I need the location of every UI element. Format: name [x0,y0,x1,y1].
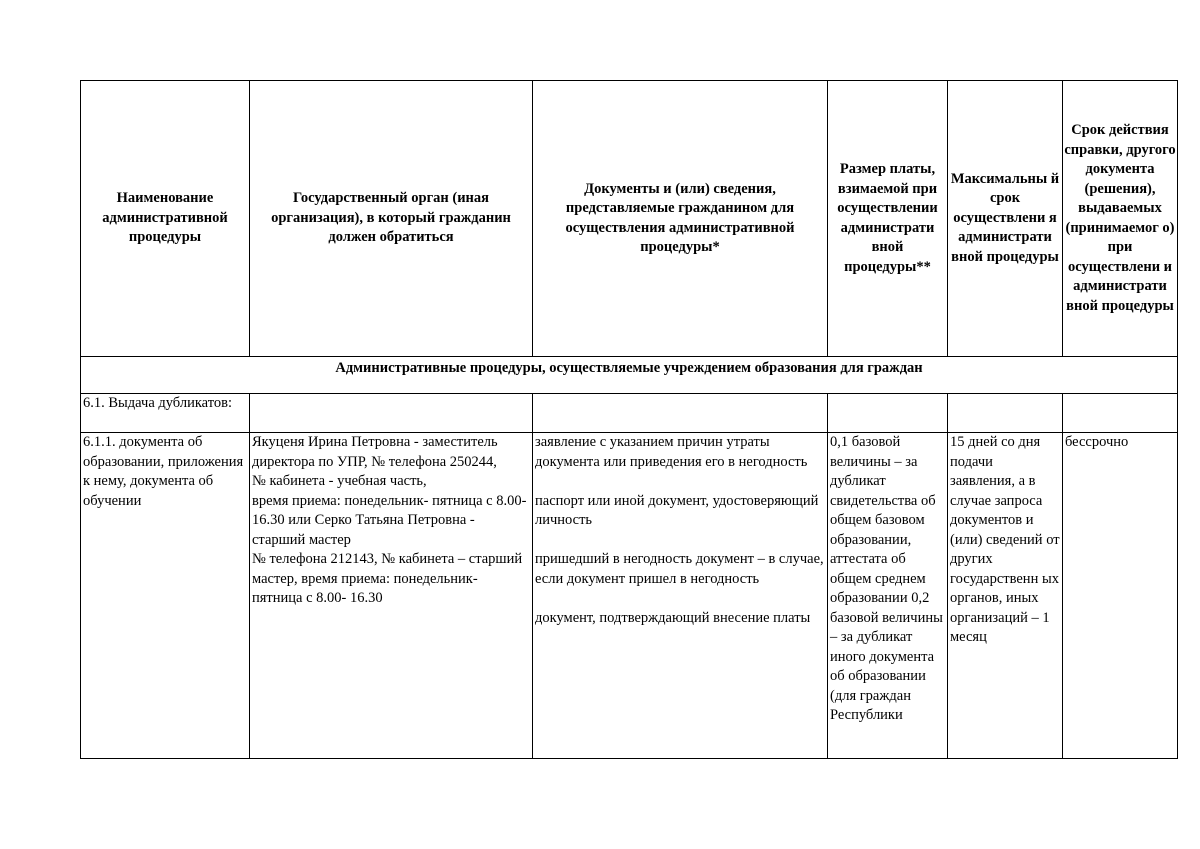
row-611-documents [533,433,828,759]
table-header-row [81,81,1178,357]
authority-line: № телефона 212143, № кабинета – старший мастер, время приема: понедельник- пятница с 8.00- 16.30 [252,551,523,606]
row-611-fee: 0,1 базовой величины – за дубликат свидетельства об общем базовом образовании, аттестата об общем среднем образовании 0,2 базовой величины – за дубликат иного документа об образовании (для граждан Республики [828,433,948,759]
section-row [81,357,1178,394]
header-max-term: Максимальны й срок осуществлени я администрати вной процедуры [948,81,1063,357]
header-fee: Размер платы, взимаемой при осуществлении администрати вной процедуры** [828,81,948,357]
empty-cell [250,394,533,433]
document-item: пришедший в негодность документ – в случае, если документ пришел в негодность [535,551,824,587]
empty-cell [1063,394,1178,433]
header-validity: Срок действия справки, другого документа (решения), выдаваемых (принимаемог о) при осуществлени и администрати вной процедуры [1063,81,1178,357]
empty-cell [828,394,948,433]
header-procedure-name: Наименование административной процедуры [81,81,250,357]
empty-cell [533,394,828,433]
row-611-name: 6.1.1. документа об образовании, приложения к нему, документа об обучении [81,433,250,759]
document-item: документ, подтверждающий внесение платы [535,609,811,626]
document-item: заявление с указанием причин утраты документа или приведения его в негодность [535,434,808,470]
document-item: паспорт или иной документ, удостоверяющий личность [535,492,819,528]
row-611-validity: бессрочно [1063,433,1178,759]
empty-cell [948,394,1063,433]
authority-line: № кабинета - учебная часть, [252,473,427,489]
authority-line: Якуценя Ирина Петровна - заместитель директора по УПР, № телефона 250244, [252,434,498,470]
header-authority: Государственный орган (иная организация), в который гражданин должен обратиться [250,81,533,357]
header-documents: Документы и (или) сведения, представляемые гражданином для осуществления административной процедуры* [533,81,828,357]
row-61-name: 6.1. Выдача дубликатов: [81,394,250,433]
authority-line: время приема: понедельник- пятница с 8.00- 16.30 или Серко Татьяна Петровна - старший мастер [252,492,527,548]
procedures-table [80,80,1178,759]
row-611-authority [250,433,533,759]
row-611-max-term: 15 дней со дня подачи заявления, а в случае запроса документов и (или) сведений от других государственн ых органов, иных организаций – 1 месяц [948,433,1063,759]
section-title: Административные процедуры, осуществляемые учреждением образования для граждан [81,357,1178,394]
table-row [81,433,1178,759]
table-row [81,394,1178,433]
